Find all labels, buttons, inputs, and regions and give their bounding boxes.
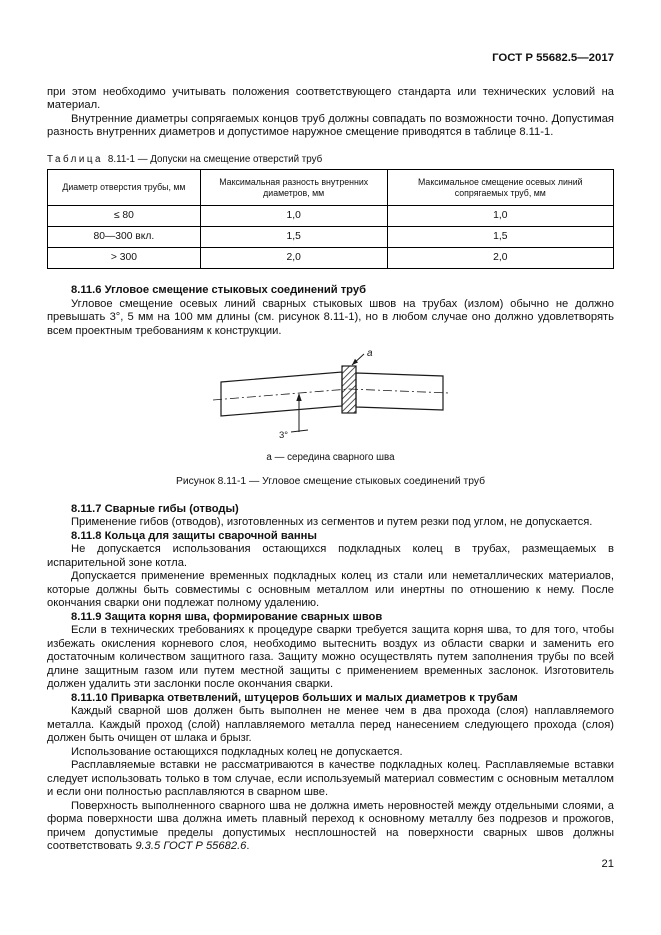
table-cell: 1,5 [200, 227, 387, 248]
table-header-cell: Максимальная разность внутренних диаметров, мм [200, 170, 387, 206]
paragraph: Использование остающихся подкладных колец не допускается. [71, 745, 403, 758]
table-cell: 1,0 [200, 206, 387, 227]
table-cell: ≤ 80 [48, 206, 201, 227]
paragraph-text: Поверхность выполненного сварного шва не должна иметь неровностей между отдельными слоями, а форма поверхности шва должна иметь плавный переход к основному металлу без подрезов и прожогов, причем допустимые пределы допустимых несплошностей на поверхности сварных швов должны соответствовать [47, 799, 614, 852]
paragraph: Каждый сварной шов должен быть выполнен не менее чем в два прохода (слоя) наплавляемого металла. Каждый проход (слой) наплавляемого металла перед нанесением следующего прохода (слоя) должен быть очищен от шлака и брызг. [47, 705, 614, 744]
table-cell: 2,0 [387, 248, 613, 269]
weld-center-label: а [366, 348, 373, 359]
pipe-right [356, 373, 443, 410]
paragraph: Не допускается использования остающихся подкладных колец в трубах, размещаемых в испарительной зоне котла. [47, 543, 614, 569]
table-caption-word: Таблица [47, 153, 103, 165]
table-caption [47, 153, 614, 167]
figure-drawing [211, 345, 451, 443]
section-heading-8-11-8: 8.11.8 Кольца для защиты сварочной ванны [71, 529, 317, 542]
paragraph-text: . [246, 840, 250, 852]
paragraph [47, 800, 614, 854]
paragraph: Угловое смещение осевых линий сварных стыковых швов на трубах (излом) обычно не должно превышать 3°, 5 мм на 100 мм длины (см. рисунок 8.11-1), но в любом случае оно должно удовлетворять всем проектным требованиям к конструкции. [47, 297, 614, 337]
figure-caption: Рисунок 8.11-1 — Угловое смещение стыковых соединений труб [175, 476, 486, 487]
figure-legend: а — середина сварного шва [266, 451, 395, 463]
paragraph: Если в технических требованиях к процедуре сварки требуется защита корня шва, то для того, чтобы избежать окисления корневого слоя, необходимо вытеснить воздух из области сварки и заменить его достаточным количеством защитного газа. Защиту можно осуществлять путем заполнения трубы по всей длине защитным газом или путем местной защиты с применением временных заслонок. Изготовитель должен удалить эти заслонки после окончания сварки. [47, 624, 614, 690]
paragraph: Допускается применение временных подкладных колец из стали или неметаллических материалов, которые должны быть совместимы с основным металлом или инертны по отношению к нему. После окончания сварки они подлежат полному удалению. [47, 570, 614, 609]
section-heading-8-11-7: 8.11.7 Сварные гибы (отводы) [71, 502, 239, 515]
section-heading-8-11-6: 8.11.6 Угловое смещение стыковых соединений труб [71, 284, 366, 296]
paragraph: Расплавляемые вставки не рассматриваются в качестве подкладных колец. Расплавляемые вставки следует использовать только в том случае, если используемый материал совместим с основным металлом и если они полностью расплавляются в сварном шве. [47, 759, 614, 798]
table-cell: 1,5 [387, 227, 613, 248]
tolerances-table [47, 169, 614, 269]
figure-8-11-1 [47, 345, 614, 489]
table-header-cell: Максимальное смещение осевых линий сопрягаемых труб, мм [387, 170, 613, 206]
table-caption-text: 8.11-1 — Допуски на смещение отверстий труб [107, 153, 323, 165]
section-heading-8-11-9: 8.11.9 Защита корня шва, формирование сварных швов [71, 610, 383, 623]
table-cell: 2,0 [200, 248, 387, 269]
table-cell: 80—300 вкл. [48, 227, 201, 248]
section-heading-8-11-10: 8.11.10 Приварка ответвлений, штуцеров больших и малых диаметров к трубам [71, 691, 518, 704]
paragraph: Внутренние диаметры сопрягаемых концов труб должны совпадать по возможности точно. Допустимая разность внутренних диаметров и допустимое наружное смещение приводятся в таблице 8.11-1. [47, 112, 614, 138]
table-row [48, 227, 614, 248]
document-code: ГОСТ Р 55682.5—2017 [492, 52, 614, 64]
table-cell: > 300 [48, 248, 201, 269]
paragraph: при этом необходимо учитывать положения соответствующего стандарта или технических условий на материал. [47, 85, 614, 111]
page-number: 21 [601, 858, 614, 870]
weld-seam [342, 366, 356, 413]
angle-label: 3° [278, 430, 288, 441]
pipe-left [221, 372, 342, 416]
table-header-row [48, 170, 614, 206]
table-cell: 1,0 [387, 206, 613, 227]
paragraph: Применение гибов (отводов), изготовленных из сегментов и путем резки под углом, не допускается. [71, 516, 593, 528]
table-row [48, 248, 614, 269]
standard-reference: 9.3.5 ГОСТ Р 55682.6 [135, 840, 247, 852]
table-header-cell: Диаметр отверстия трубы, мм [48, 170, 201, 206]
table-row [48, 206, 614, 227]
